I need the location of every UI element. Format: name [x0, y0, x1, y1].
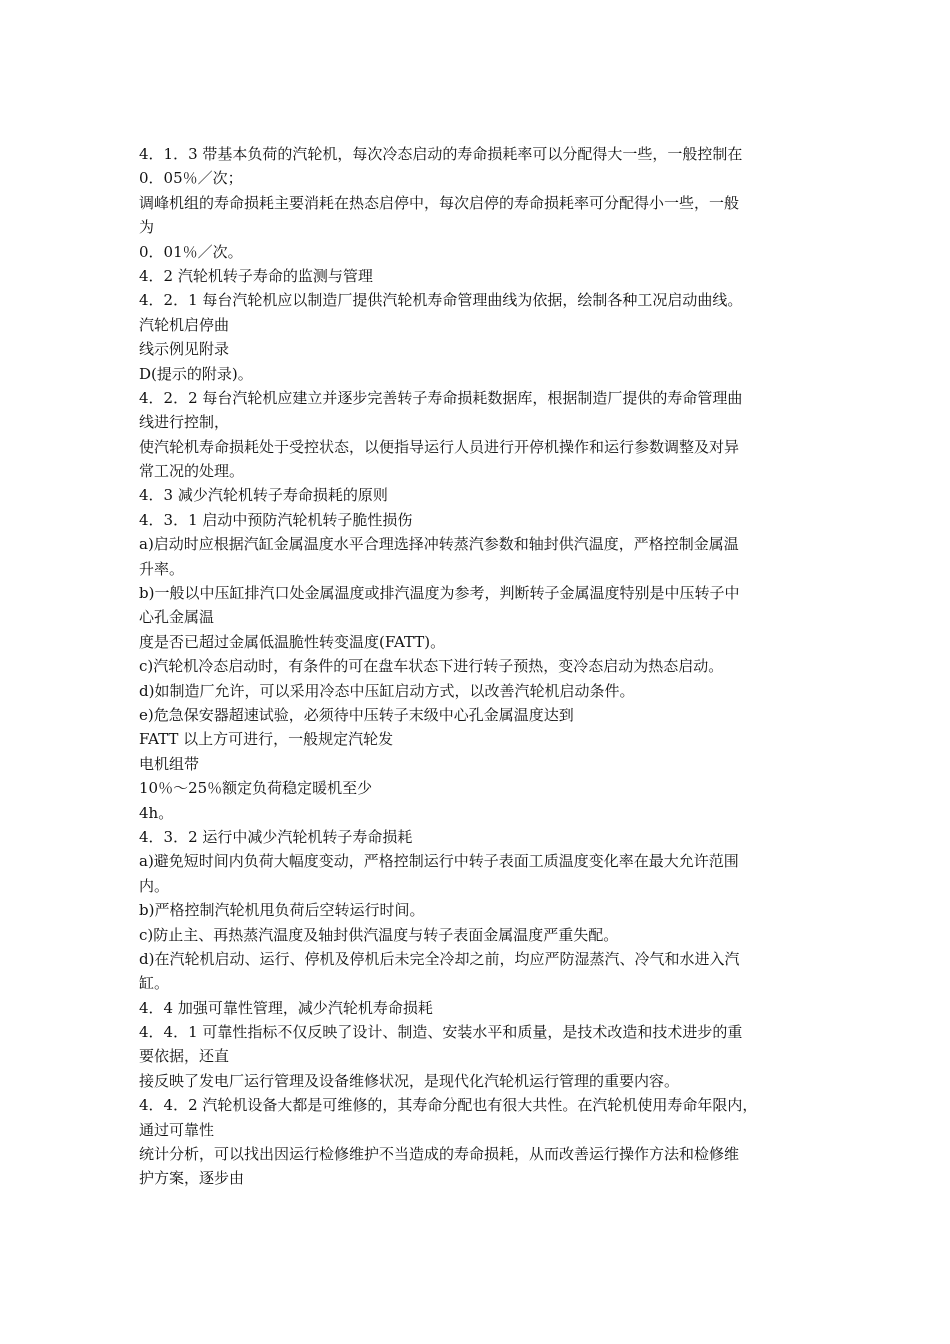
text-line: 护方案，逐步由 — [139, 1169, 245, 1188]
text-line: 统计分析，可以找出因运行检修维护不当造成的寿命损耗，从而改善运行操作方法和检修维 — [139, 1145, 740, 1164]
text-line: 要依据，还直 — [139, 1047, 230, 1066]
text-line: 4．1．3 带基本负荷的汽轮机，每次冷态启动的寿命损耗率可以分配得大一些，一般控制在 — [139, 145, 743, 163]
text-line: 使汽轮机寿命损耗处于受控状态，以便指导运行人员进行开停机操作和运行参数调整及对异 — [139, 437, 740, 456]
text-line: 电机组带 — [139, 754, 200, 773]
text-line: 接反映了发电厂运行管理及设备维修状况，是现代化汽轮机运行管理的重要内容。 — [139, 1071, 680, 1090]
text-line: c)防止主、再热蒸汽温度及轴封供汽温度与转子表面金属温度严重失配。 — [139, 925, 619, 944]
text-line: a)启动时应根据汽缸金属温度水平合理选择冲转蒸汽参数和轴封供汽温度，严格控制金属温 — [139, 535, 739, 554]
text-line: 内。 — [139, 876, 170, 895]
text-line: 0．01％／次。 — [139, 242, 243, 261]
subsection-heading: 4．3．2 运行中减少汽轮机转子寿命损耗 — [139, 827, 413, 846]
text-line: c)汽轮机冷态启动时，有条件的可在盘车状态下进行转子预热，变冷态启动为热态启动。 — [139, 657, 724, 676]
text-line: 线示例见附录 — [139, 340, 230, 359]
text-line: 4．2．2 每台汽轮机应建立并逐步完善转子寿命损耗数据库，根据制造厂提供的寿命管理曲 — [139, 388, 743, 407]
text-line: d)如制造厂允许，可以采用冷态中压缸启动方式，以改善汽轮机启动条件。 — [139, 681, 635, 700]
text-line: a)避免短时间内负荷大幅度变动，严格控制运行中转子表面工质温度变化率在最大允许范围 — [139, 852, 739, 871]
text-line: 调峰机组的寿命损耗主要消耗在热态启停中，每次启停的寿命损耗率可分配得小一些，一般 — [139, 193, 740, 212]
section-heading: 4．4 加强可靠性管理，减少汽轮机寿命损耗 — [139, 998, 433, 1017]
text-line: 升率。 — [139, 559, 185, 578]
text-line: 线进行控制， — [139, 413, 230, 432]
text-line: FATT 以上方可进行，一般规定汽轮发 — [139, 730, 394, 749]
subsection-heading: 4．3．1 启动中预防汽轮机转子脆性损伤 — [139, 510, 413, 529]
text-line: 4．4．1 可靠性指标不仅反映了设计、制造、安装水平和质量，是技术改造和技术进步的重 — [139, 1023, 743, 1042]
text-line: 汽轮机启停曲 — [139, 315, 230, 334]
text-line: 通过可靠性 — [139, 1120, 215, 1139]
text-line: 心孔金属温 — [139, 608, 215, 627]
text-line: 4．2．1 每台汽轮机应以制造厂提供汽轮机寿命管理曲线为依据，绘制各种工况启动曲线。 — [139, 291, 743, 310]
text-line: 缸。 — [139, 974, 170, 993]
text-line: b)一般以中压缸排汽口处金属温度或排汽温度为参考，判断转子金属温度特别是中压转子中 — [139, 584, 740, 603]
section-heading: 4．3 减少汽轮机转子寿命损耗的原则 — [139, 486, 388, 505]
text-line: 10％～25％额定负荷稳定暖机至少 — [139, 779, 373, 798]
text-line: 0．05％／次； — [139, 169, 243, 188]
text-line: b)严格控制汽轮机甩负荷后空转运行时间。 — [139, 901, 425, 920]
text-line: 度是否已超过金属低温脆性转变温度(FATT)。 — [139, 632, 446, 651]
text-line: d)在汽轮机启动、运行、停机及停机后未完全冷却之前，均应严防湿蒸汽、冷气和水进入汽 — [139, 949, 740, 968]
section-heading: 4．2 汽轮机转子寿命的监测与管理 — [139, 266, 373, 285]
text-line: e)危急保安器超速试验，必须待中压转子末级中心孔金属温度达到 — [139, 705, 574, 724]
text-line: 4h。 — [139, 803, 174, 822]
text-line: 4．4．2 汽轮机设备大都是可维修的，其寿命分配也有很大共性。在汽轮机使用寿命年限内， — [139, 1096, 758, 1115]
text-line: 为 — [139, 218, 155, 237]
document-body — [139, 142, 815, 1191]
text-line: 常工况的处理。 — [139, 462, 245, 481]
text-line: D(提示的附录)。 — [139, 364, 253, 383]
